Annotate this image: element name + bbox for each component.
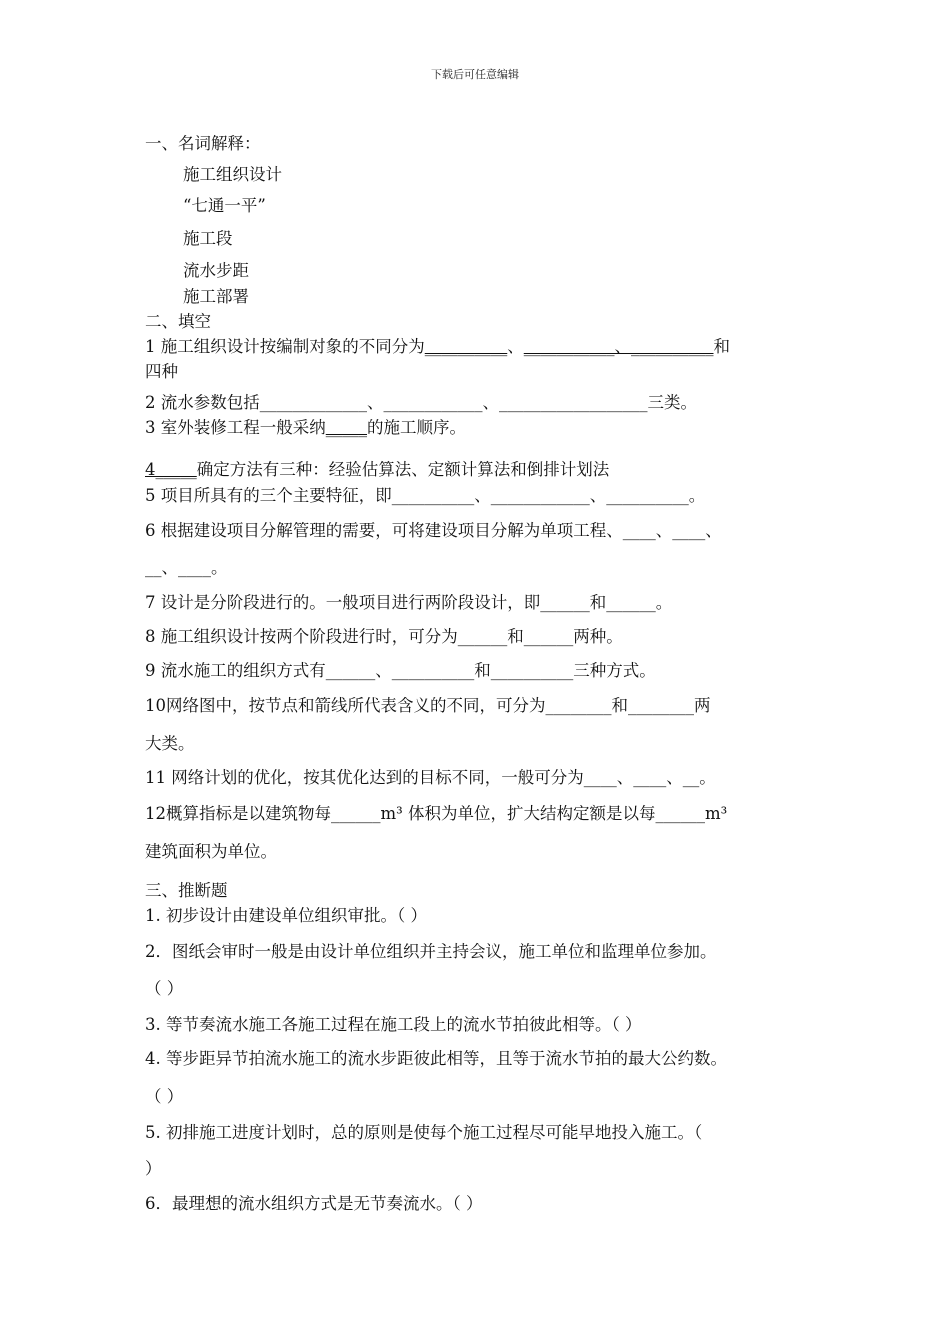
term-item: 流水步距 — [183, 261, 249, 280]
section1-title: 一、名词解释： — [145, 134, 261, 153]
judge-question-5: 5. 初排施工进度计划时，总的原则是使每个施工过程尽可能早地投入施工。（ — [145, 1123, 703, 1142]
judge-question-6: 6．最理想的流水组织方式是无节奏流水。（ ） — [145, 1194, 483, 1213]
fill-question-6: 6 根据建设项目分解管理的需要，可将建设项目分解为单项工程、____、____、 — [145, 521, 722, 540]
judge-question-3: 3. 等节奏流水施工各施工过程在施工段上的流水节拍彼此相等。（ ） — [145, 1015, 642, 1034]
q3-text-end: 的施工顺序。 — [367, 418, 466, 437]
fill-question-9: 9 流水施工的组织方式有______、__________和__________三种方式。 — [145, 661, 656, 680]
q3-text: 3 室外装修工程一般采纳 — [145, 418, 326, 437]
q1-text: 1 施工组织设计按编制对象的不同分为 — [145, 337, 425, 356]
fill-question-11: 11 网络计划的优化，按其优化达到的目标不同，一般可分为____、____、__。 — [145, 768, 716, 787]
judge-question-5-cont: ） — [145, 1159, 162, 1178]
fill-question-10: 10网络图中，按节点和箭线所代表含义的不同，可分为________和________两 — [145, 696, 711, 715]
q4-number-blank: 4_____ — [145, 460, 197, 479]
q1-and: 和 — [713, 337, 730, 356]
fill-question-2: 2 流水参数包括_____________、____________、__________________三类。 — [145, 393, 697, 412]
fill-question-12-cont: 建筑面积为单位。 — [145, 842, 277, 861]
blank: _____ — [325, 418, 367, 437]
fill-question-10-cont: 大类。 — [145, 734, 195, 753]
judge-question-1: 1. 初步设计由建设单位组织审批。（ ） — [145, 906, 427, 925]
section2-title: 二、填空 — [145, 312, 211, 331]
blank: __________ — [631, 337, 714, 356]
term-item: 施工段 — [183, 229, 233, 248]
fill-question-1-cont: 四种 — [145, 362, 178, 381]
term-item: 施工部署 — [183, 287, 249, 306]
judge-question-4-cont: （ ） — [145, 1087, 184, 1106]
blank: ___________ — [523, 337, 615, 356]
fill-question-6-cont: __、____。 — [145, 558, 228, 577]
q4-text: 确定方法有三种：经验估算法、定额计算法和倒排计划法 — [196, 460, 610, 479]
fill-question-7: 7 设计是分阶段进行的。一般项目进行两阶段设计，即______和______。 — [145, 593, 673, 612]
term-item: “七通一平” — [183, 196, 266, 215]
judge-question-2-cont: （ ） — [145, 979, 184, 998]
term-item: 施工组织设计 — [183, 165, 282, 184]
separator: 、 — [507, 337, 524, 356]
separator: 、 — [614, 337, 631, 356]
fill-question-4 — [145, 460, 609, 480]
section3-title: 三、推断题 — [145, 881, 228, 900]
page-header: 下载后可任意编辑 — [431, 68, 519, 81]
fill-question-12: 12概算指标是以建筑物每______m³ 体积为单位，扩大结构定额是以每______m³ — [145, 804, 728, 823]
fill-question-3 — [145, 418, 466, 438]
judge-question-2: 2．图纸会审时一般是由设计单位组织并主持会议，施工单位和监理单位参加。 — [145, 942, 717, 961]
fill-question-5: 5 项目所具有的三个主要特征，即__________、____________、__________。 — [145, 486, 706, 505]
fill-question-8: 8 施工组织设计按两个阶段进行时，可分为______和______两种。 — [145, 627, 623, 646]
blank: __________ — [424, 337, 508, 356]
judge-question-4: 4. 等步距异节拍流水施工的流水步距彼此相等，且等于流水节拍的最大公约数。 — [145, 1049, 727, 1068]
fill-question-1 — [145, 337, 730, 357]
